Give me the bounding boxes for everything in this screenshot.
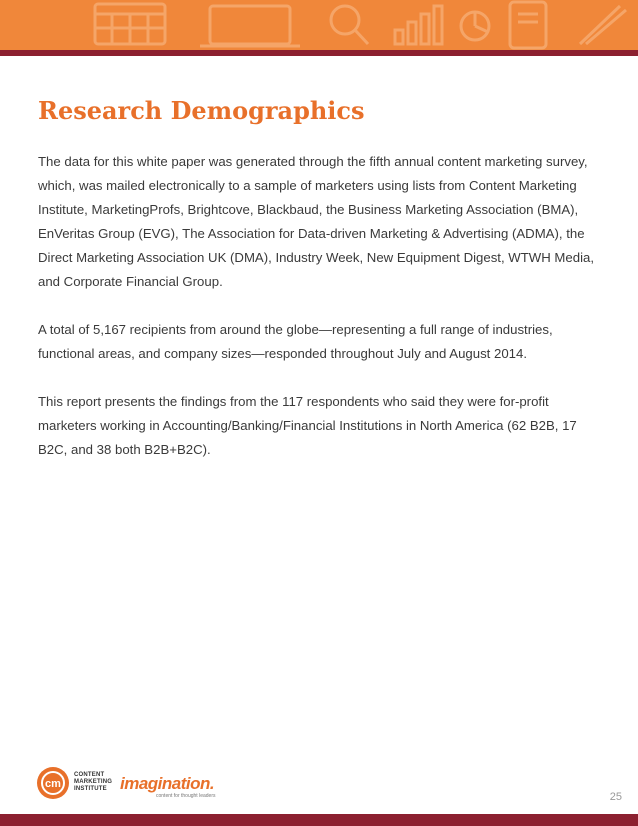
page-title: Research Demographics	[38, 96, 365, 125]
laptop-icon	[200, 6, 300, 46]
body-text	[38, 150, 598, 486]
page-number: 25	[609, 791, 622, 803]
calendar-icon	[95, 4, 165, 44]
imagination-logo: imagination.	[120, 774, 215, 793]
paragraph-methodology: The data for this white paper was generated through the fifth annual content marketing survey, which, was mailed electronically to a sample of marketers using lists from Content Marketing Institute, MarketingProfs, Brightcove, Blackbaud, the Business Marketing Association (BMA), EnVeritas Group (EVG), The Association for Data-driven Marketing & Advertising (ADMA), the Direct Marketing Association UK (DMA), Industry Week, New Equipment Digest, WTWH Media, and Corporate Financial Group.	[38, 154, 594, 289]
footer-rule	[0, 814, 638, 826]
banner-illustration	[0, 0, 638, 50]
imagination-tagline: content for thought leaders	[156, 793, 216, 799]
paragraph-respondents: This report presents the findings from the 117 respondents who said they were for-profit marketers working in Accounting/Banking/Financial Institutions in North America (62 B2B, 17 B2C, and 38 both B2B+B2C).	[38, 394, 577, 457]
pencil-icon	[580, 6, 626, 44]
tablet-icon	[510, 2, 546, 48]
pie-chart-icon	[461, 12, 489, 40]
cmi-logo-icon	[36, 766, 70, 800]
cmi-logo-line-2: MARKETING	[74, 779, 113, 785]
bar-chart-icon	[395, 6, 442, 44]
magnifier-icon	[331, 6, 368, 44]
header-rule	[0, 50, 638, 56]
cmi-logo-text	[74, 772, 112, 793]
cmi-logo-line-1: CONTENT	[74, 772, 105, 778]
header-banner	[0, 0, 638, 50]
svg-text:cm: cm	[45, 778, 61, 790]
cmi-logo-line-3: INSTITUTE	[74, 786, 107, 792]
paragraph-recipients: A total of 5,167 recipients from around the globe—representing a full range of industries, functional areas, and company sizes—responded throughout July and August 2014.	[38, 322, 553, 361]
footer-logos	[36, 766, 236, 802]
